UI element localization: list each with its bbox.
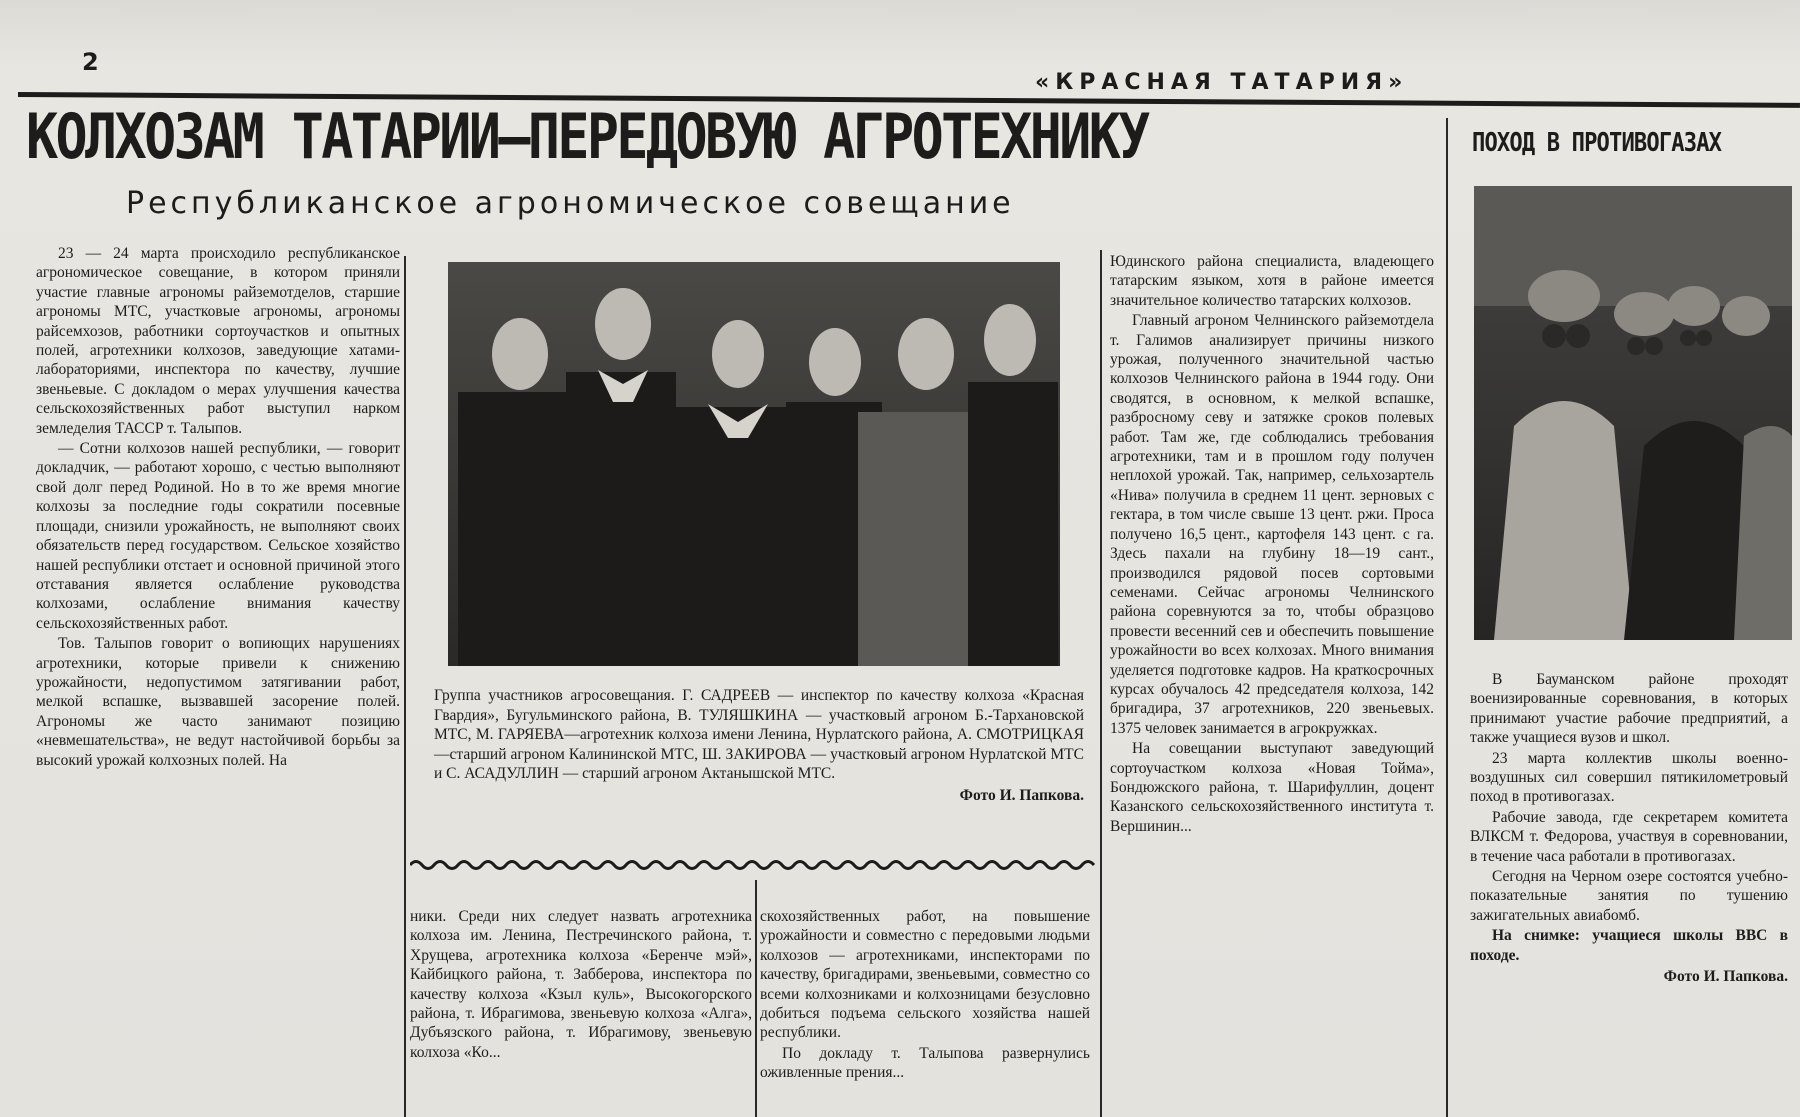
page-number: 2 <box>82 48 99 76</box>
paragraph: 23 — 24 марта происходило республиканское агрономическое совещание, в котором приняли участие главные агрономы райземотделов, старшие агрономы МТС, участковые агрономы, агрономы райсемхозов, работники сортоучастков и опытных полей, агротехники колхозов, заведующие хатами-лабораториями, инспектора по качеству, лучшие звеньевые. С докладом о мерах улучшения качества сельскохозяйственных работ выступил нарком земледелия ТАССР т. Талыпов. <box>36 245 400 437</box>
paragraph: В Бауманском районе проходят военизированные соревнования, в которых принимают участие рабочие предприятий, а также учащиеся вузов и школ. <box>1470 671 1788 747</box>
paragraph: Юдинского района специалиста, владеющего татарским языком, хотя в районе имеется значительное количество татарских колхозов. <box>1110 253 1434 309</box>
photo-caption <box>434 686 1084 806</box>
article-column-3 <box>760 907 1090 1084</box>
article-column-2 <box>410 907 752 1063</box>
paragraph: На совещании выступают заведующий сортоучастком колхоза «Новая Тойма», Бондюжского района, т. Шарифуллин, доцент Казанского сельскохозяйственного института т. Вершинин... <box>1110 740 1434 835</box>
subhead: Республиканское агрономическое совещание <box>126 186 1015 221</box>
side-article-title: ПОХОД В ПРОТИВОГАЗАХ <box>1472 128 1722 158</box>
paragraph: Рабочие завода, где секретарем комитета ВЛКСМ т. Федорова, участвуя в соревновании, в течение часа работали в противогазах. <box>1470 808 1788 865</box>
side-article-body <box>1470 670 1788 987</box>
group-photo <box>448 262 1060 666</box>
running-head: «КРАСНАЯ ТАТАРИЯ» <box>1035 70 1409 95</box>
paragraph: — Сотни колхозов нашей республики, — говорит докладчик, — работают хорошо, с честью выполняют свой долг перед Родиной. Но в то же время многие колхозы за последние годы сократили посевные площади, снизили урожайность, не выполняют своих обязательств перед государством. Сельское хозяйство нашей республики отстает и основной причиной этого отставания является ослабление руководства колхозами, ослабление внимания качеству сельскохозяйственных работ. <box>36 440 400 632</box>
column-rule <box>755 880 757 1117</box>
photo-credit: Фото И. Папкова. <box>1663 968 1788 986</box>
paragraph: Сегодня на Черном озере состоятся учебно-показательные занятия по тушению зажигательных авиабомб. <box>1470 868 1788 924</box>
column-rule <box>404 256 406 1117</box>
caption-text: Группа участников агросовещания. Г. САДРЕЕВ — инспектор по качеству колхоза «Красная Гвардия», Бугульминского района, В. ТУЛЯШКИНА — участковый агроном Б.-Тархановской МТС, М. ГАРЯЕВА—агротехник колхоза имени Ленина, Нурлатского района, А. СМОТРИЦКАЯ —старший агроном Калининской МТС, Ш. ЗАКИРОВА — участковый агроном Нурлатской МТС и С. АСАДУЛЛИН — старший агроном Актанышской МТС. <box>434 687 1084 783</box>
photo-caption: На снимке: учащиеся школы ВВС в походе. <box>1470 927 1788 964</box>
wavy-divider <box>410 858 1095 872</box>
photo-credit: Фото И. Папкова. <box>959 786 1084 804</box>
column-rule <box>1100 250 1102 1117</box>
gas-mask-photo <box>1474 186 1792 640</box>
column-rule <box>1446 118 1448 1117</box>
paragraph: 23 марта коллектив школы военно-воздушных сил совершил пятикилометровый поход в противогазах. <box>1470 749 1788 806</box>
article-column-1 <box>36 244 400 771</box>
paragraph: Главный агроном Челнинского райземотдела т. Галимов анализирует причины низкого урожая, полученного значительной частью колхозов Челнинского района в 1944 году. Они сводятся, в основном, к мелкой вспашке, разбросному севу и затяжке сроков полевых работ. Там же, где соблюдались требования агротехники, там и в прошлом году получен неплохой урожай. Так, например, сельхозартель «Нива» получила в среднем 11 цент. зерновых с гектара, в том числе свыше 13 цент. ржи. Проса получено 16,5 цент., картофеля 143 цент. с га. Здесь пахали на глубину 18—19 сант., производился рядовой посев сортовыми семенами. Сейчас агрономы Челнинского района соревнуются за то, чтобы образцово провести весенний сев и обеспечить повышение урожайности во всех колхозах. Много внимания уделяется подготовке кадров. На краткосрочных курсах обучалось 42 председателя колхоза, 142 бригадира, 37 агротехников, 220 звеньевых. 1375 человек занимается в агрокружках. <box>1110 312 1434 737</box>
article-column-4 <box>1110 252 1434 837</box>
paragraph: По докладу т. Талыпова развернулись оживленные прения... <box>760 1044 1090 1082</box>
headline: КОЛХОЗАМ ТАТАРИИ—ПЕРЕДОВУЮ АГРОТЕХНИКУ <box>26 100 1148 173</box>
paragraph: скохозяйственных работ, на повышение урожайности и совместно с передовыми людьми колхозов — агротехниками, инспекторами по качеству, бригадирами, звеньевыми, совместно со всеми колхозниками и колхозницами безусловно добиться подъема сельского хозяйства нашей республики. <box>760 908 1090 1042</box>
paragraph: ники. Среди них следует назвать агротехника колхоза им. Ленина, Пестречинского района, т. Хрущева, агротехника колхоза «Беренче мэй», Кайбицкого района, т. Забберова, инспектора по качеству колхоза «Кзыл куль», Высокогорского района, т. Ибрагимова, звеньевую колхоза «Алга», Дубъязского района, т. Ибрагимову, звеньевую колхоза «Ко... <box>410 908 752 1061</box>
paragraph: Тов. Талыпов говорит о вопиющих нарушениях агротехники, которые привели к снижению урожайности, недопустимом затягивании работ, мелкой вспашке, вызвавшей засорение полей. Агрономы же часто занимают позицию «невмешательства», не ведут настойчивой борьбы за высокий урожай колхозных полей. На <box>36 635 400 769</box>
